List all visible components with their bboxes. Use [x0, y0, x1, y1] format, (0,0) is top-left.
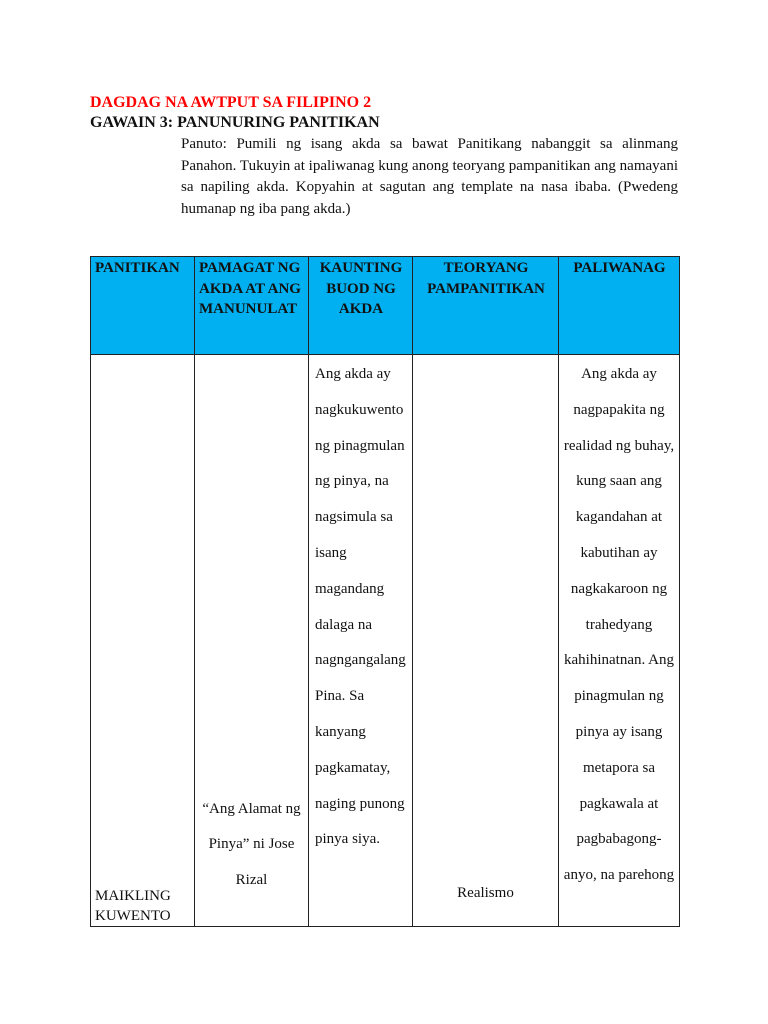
paliwanag-value: Ang akda ay nagpapakita ng realidad ng buhay, kung saan ang kagandahan at kabutihan ay nagkakaroon ng trahedyang kahihinatnan. Ang pinagmulan ng pinya ay isang metapora sa pagkawala at pagbabagong-anyo, na parehong: [563, 366, 675, 884]
cell-teorya: [413, 355, 559, 927]
cell-pamagat: [195, 355, 309, 927]
activity-heading: GAWAIN 3: PANUNURING PANITIKAN: [90, 114, 380, 131]
cell-panitikan: [91, 355, 195, 927]
header-teorya: TEORYANG PAMPANITIKAN: [413, 257, 559, 355]
table-header-row: [91, 257, 680, 355]
literature-analysis-table: [90, 256, 680, 927]
panitikan-value: MAIKLING KUWENTO: [95, 888, 171, 924]
document-title: DAGDAG NA AWTPUT SA FILIPINO 2: [90, 94, 372, 111]
header-panitikan: PANITIKAN: [91, 257, 195, 355]
teorya-value: Realismo: [457, 885, 514, 901]
header-paliwanag: PALIWANAG: [559, 257, 680, 355]
cell-paliwanag: [559, 355, 680, 927]
pamagat-value: “Ang Alamat ng Pinya” ni Jose Rizal: [202, 800, 301, 889]
instructions-paragraph: Panuto: Pumili ng isang akda sa bawat Panitikang nabanggit sa alinmang Panahon. Tukuyin at ipaliwanag kung anong teoryang pampanitikan ang namayani sa napiling akda. Kopyahin at sagutan ang template na nasa ibaba. (Pwedeng humanap ng iba pang akda.): [181, 136, 678, 217]
buod-value: Ang akda ay nagkukuwento ng pinagmulan ng pinya, na nagsimula sa isang magandang dalaga na nagngangalang Pina. Sa kanyang pagkamatay, naging punong pinya siya.: [315, 366, 406, 848]
table-row: [91, 355, 680, 927]
header-pamagat: PAMAGAT NG AKDA AT ANG MANUNULAT: [195, 257, 309, 355]
header-buod: KAUNTING BUOD NG AKDA: [309, 257, 413, 355]
cell-buod: [309, 355, 413, 927]
